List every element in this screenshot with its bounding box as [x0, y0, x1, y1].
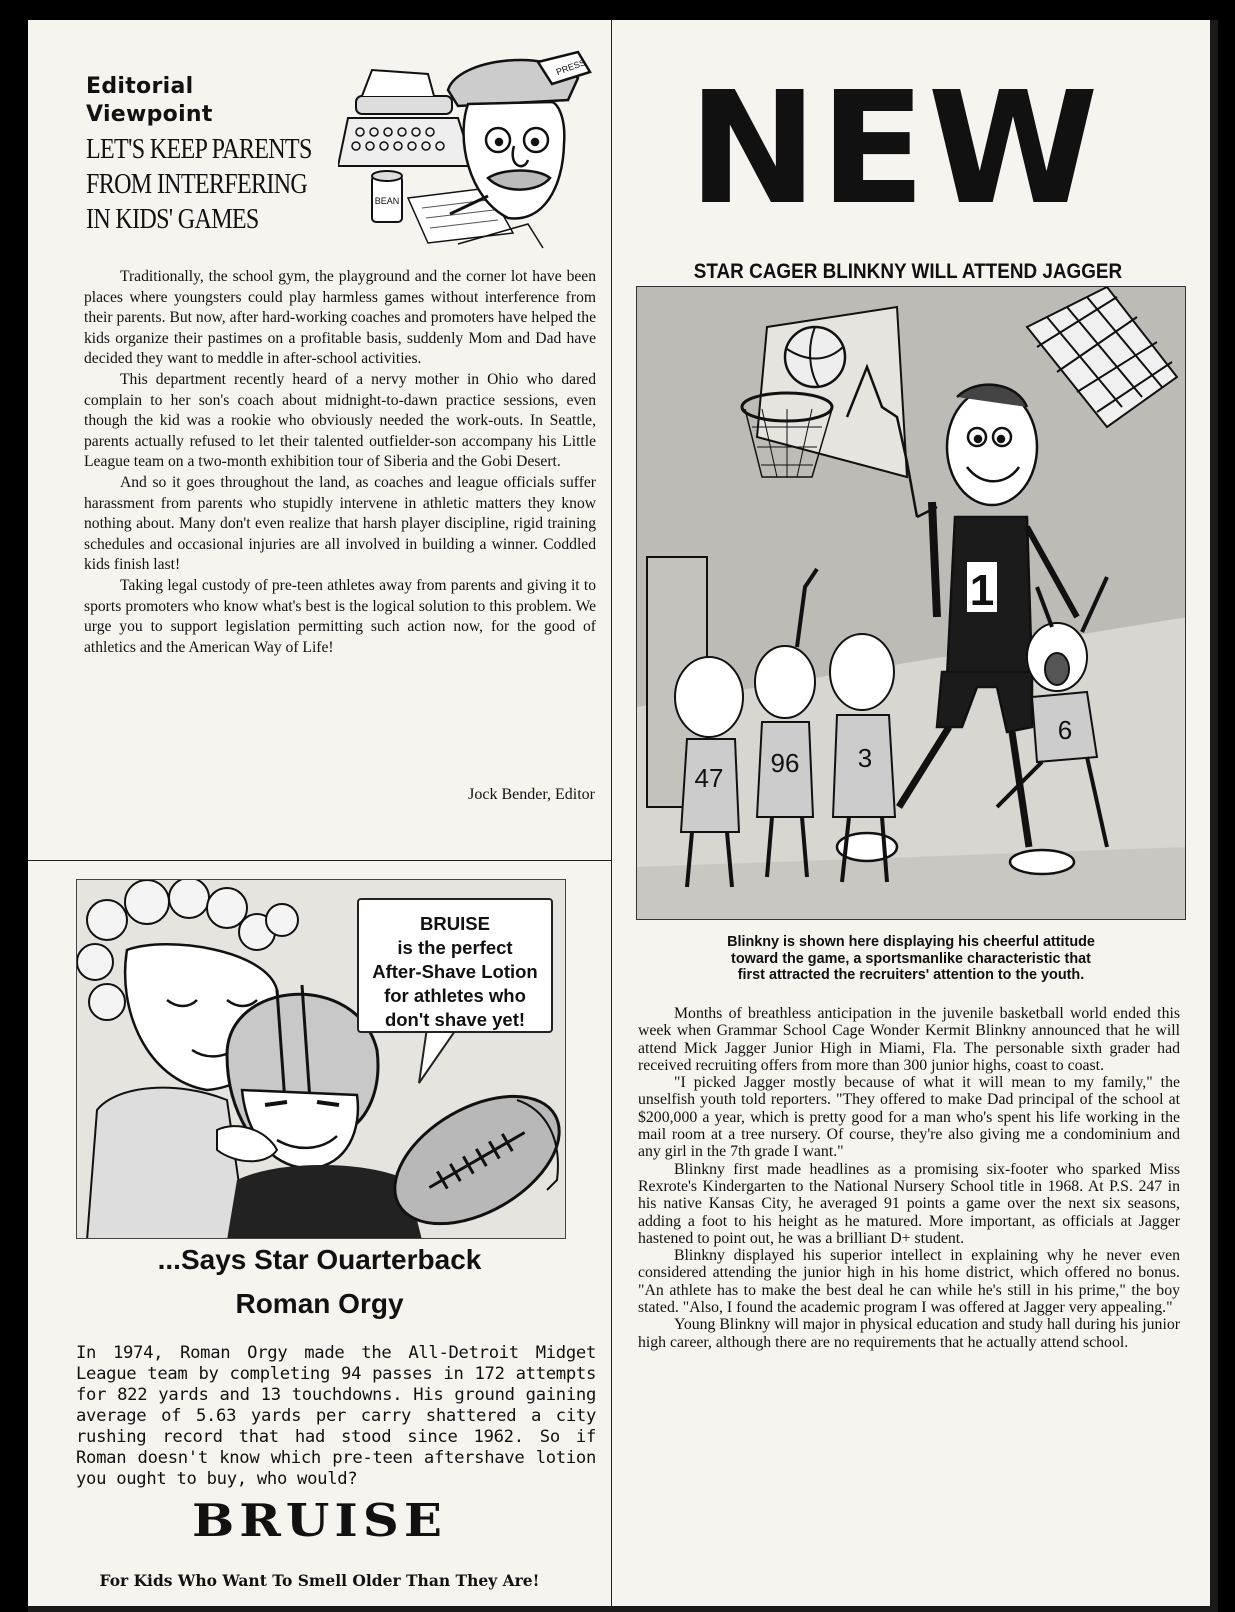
ad-quote-name: Roman Orgy — [235, 1288, 404, 1319]
ad-quote-line: ...Says Star Ouarterback — [157, 1244, 482, 1275]
editorial-body — [84, 267, 596, 658]
jersey-number: 6 — [1057, 715, 1073, 745]
editorial-paragraph: Taking legal custody of pre-teen athletes away from parents and giving it to sports promoters who know what's best is the logical solution to this problem. We urge you to support legislation permitting such action now, for the good of athletics and the American Way of Life! — [84, 576, 596, 656]
jersey-number: 47 — [694, 763, 724, 793]
column-divider — [611, 20, 612, 1612]
basketball-illustration — [636, 286, 1186, 920]
editorial-headline — [86, 132, 312, 237]
kicker-line: Editorial — [86, 74, 194, 99]
editorial-signature: Jock Bender, Editor — [468, 786, 595, 803]
magazine-page — [28, 20, 1218, 1612]
bubble-line: don't shave yet! — [384, 1009, 526, 1030]
bubble-line: After-Shave Lotion — [372, 961, 538, 982]
jersey-number: 96 — [770, 748, 800, 778]
can-label: BEAN — [374, 196, 400, 206]
news-headline: STAR CAGER BLINKNY WILL ATTEND JAGGER — [693, 260, 1123, 283]
editor-cartoon-illustration — [338, 48, 600, 250]
caption-line: toward the game, a sportsmanlike characteristic that — [731, 950, 1091, 967]
caption-line: Blinkny is shown here displaying his cheerful attitude — [727, 934, 1095, 950]
kicker-line: Viewpoint — [86, 102, 213, 127]
editorial-section — [28, 20, 611, 860]
caption-line: first attracted the recruiters' attention to the youth. — [737, 967, 1085, 983]
bubble-line: BRUISE — [420, 913, 490, 934]
jersey-number: 3 — [857, 743, 873, 773]
news-paragraph: "I picked Jagger mostly because of what it will mean to my family," the unselfish youth told reporters. "They offered to make Dad principal of the school at $200,000 a year, which is pretty good for a man who's spent his life working in the mail room at a tree nursery. Of course, they're also giving me a condominium and any girl in the 7th grade I want." — [638, 1074, 1180, 1161]
illustration-caption — [644, 934, 1178, 984]
bean-can-drawing — [372, 171, 402, 222]
speech-bubble-tail — [417, 1028, 477, 1088]
headline-line: FROM INTERFERING — [86, 169, 308, 200]
speech-bubble — [357, 898, 553, 1033]
headline-line: IN KIDS' GAMES — [86, 204, 259, 235]
bubble-line: for athletes who — [384, 985, 526, 1006]
editorial-kicker — [86, 73, 213, 129]
editorial-paragraph: And so it goes throughout the land, as coaches and league officials suffer harassment from parents who stupidly intervene in athletic matters they know nothing about. Many don't even realize that harsh player discipline, rigid training schedules and occasional injuries are all involved in building a winner. Coddled kids finish last! — [84, 473, 596, 574]
ad-body-text: In 1974, Roman Orgy made the All-Detroit Midget League team by completing 94 passes in 172 attempts for 822 yards and 13 touchdowns. His ground gaining average of 5.63 yards per carry shattered a city rushing record that had stood since 1962. So if Roman doesn't know which pre-teen aftershave lotion you ought to buy, who would? — [76, 1343, 596, 1489]
brand-logo: BRUISE — [191, 1493, 448, 1548]
news-paragraph: Blinkny displayed his superior intellect in explaining why he never even considered attending the junior high in his home district, which offered no bonus. "An athlete has to make the best deal he can while he's still in his prime," the boy stated. "Also, I found the academic program I was offered at Jagger very appealing." — [638, 1247, 1180, 1317]
news-paragraph: Young Blinkny will major in physical education and study hall during his junior high career, although there are no requirements that he actually attend school. — [638, 1316, 1180, 1351]
editorial-paragraph: This department recently heard of a nervy mother in Ohio who dared complain to her son's coach about midnight-to-dawn practice sessions, even though the kid was a rookie who obviously needed the work-outs. In Seattle, parents actually refused to let their talented outfielder-son accompany his Little League team on a two-month exhibition tour of Siberia and the Gobi Desert. — [84, 370, 596, 471]
news-paragraph: Months of breathless anticipation in the juvenile basketball world ended this week when Grammar School Cage Wonder Kermit Blinkny announced that he will attend Mick Jagger Junior High in Miami, Fla. The personable sixth grader had received recruiting offers from more than 300 junior highs, coast to coast. — [638, 1005, 1180, 1074]
ad-illustration — [76, 879, 566, 1239]
editorial-paragraph: Traditionally, the school gym, the playground and the corner lot have been places where youngsters could play harmless games without interference from their parents. But now, after hard-working coaches and promoters have helped the kids organize their pastimes on a profitable basis, suddenly Mom and Dad have decided they want to meddle in after-school activities. — [84, 268, 596, 368]
page-edge — [1210, 20, 1218, 1612]
blinkny-basketball-drawing — [637, 287, 1186, 920]
press-card-label: PRESS — [554, 57, 587, 78]
news-article-body — [638, 1005, 1180, 1351]
news-paragraph: Blinkny first made headlines as a promising six-footer who sparked Miss Rexrote's Kindergarten to the National Nursery School title in 1968. At P.S. 247 in his native Kansas City, he averaged 91 points a game over the next six seasons, adding a foot to his height as he matured. More important, as officials at Jagger hastened to point out, he was a brilliant D+ student. — [638, 1160, 1180, 1247]
bruise-ad — [28, 861, 611, 1612]
news-banner: NEW — [688, 58, 1101, 239]
bubble-line: is the perfect — [397, 937, 513, 958]
headline-line: LET'S KEEP PARENTS — [86, 134, 312, 165]
ad-tagline: For Kids Who Want To Smell Older Than They Are! — [99, 1571, 540, 1590]
jersey-number: 1 — [969, 566, 995, 615]
page-edge — [28, 1606, 1218, 1612]
